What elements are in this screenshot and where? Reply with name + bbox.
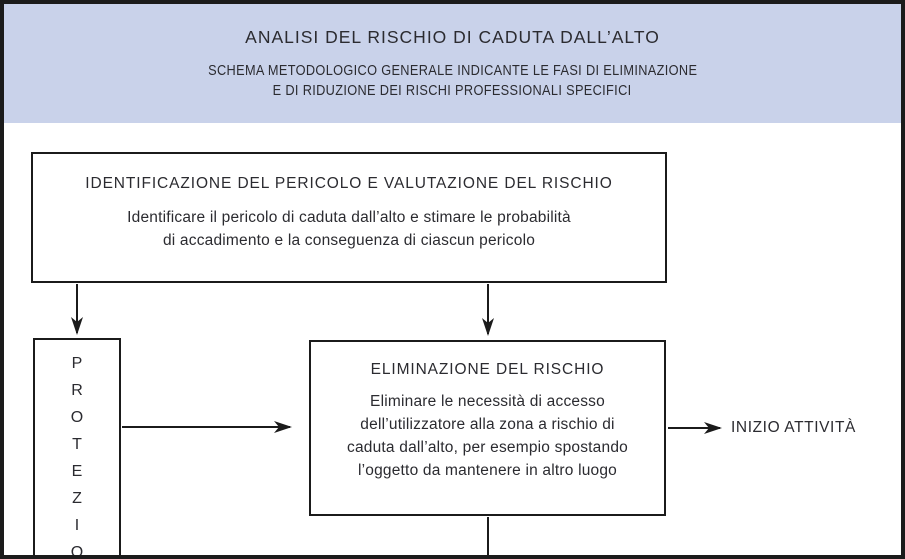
start-activity-label: INIZIO ATTIVITÀ <box>731 419 856 436</box>
elimination-box <box>309 340 666 516</box>
elimination-body-line4: l’oggetto da mantenere in altro luogo <box>357 462 618 479</box>
protection-letter: Z <box>72 490 82 507</box>
identification-box-body <box>33 206 665 252</box>
protection-letter: I <box>74 517 80 534</box>
elimination-body-line2: dell’utilizzatore alla zona a rischio di <box>360 416 615 433</box>
protection-letter: P <box>71 355 83 372</box>
identification-box <box>31 152 667 283</box>
protection-letter: E <box>71 463 83 480</box>
protection-letter: T <box>72 436 82 453</box>
header-band <box>4 4 901 123</box>
identification-box-title: IDENTIFICAZIONE DEL PERICOLO E VALUTAZIONE DEL RISCHIO <box>85 175 613 192</box>
protection-letter: R <box>71 382 83 399</box>
protection-letter: O <box>70 409 84 426</box>
page-subtitle-line2: E DI RIDUZIONE DEI RISCHI PROFESSIONALI SPECIFICI <box>273 82 632 99</box>
identification-body-line2: di accadimento e la conseguenza di ciascun pericolo <box>162 232 536 249</box>
page-title: ANALISI DEL RISCHIO DI CADUTA DALL’ALTO <box>245 27 660 47</box>
page-subtitle-line1: SCHEMA METODOLOGICO GENERALE INDICANTE LE FASI DI ELIMINAZIONE <box>207 62 698 79</box>
protection-box <box>33 338 121 559</box>
protection-letter: O <box>70 544 84 559</box>
elimination-body-line3: caduta dall’alto, per esempio spostando <box>347 439 628 456</box>
elimination-body-line1: Eliminare le necessità di accesso <box>370 393 605 410</box>
page-subtitle <box>4 61 901 101</box>
identification-body-line1: Identificare il pericolo di caduta dall’alto e stimare le probabilità <box>127 209 571 226</box>
elimination-box-body <box>311 390 664 482</box>
elimination-box-title: ELIMINAZIONE DEL RISCHIO <box>370 361 605 378</box>
